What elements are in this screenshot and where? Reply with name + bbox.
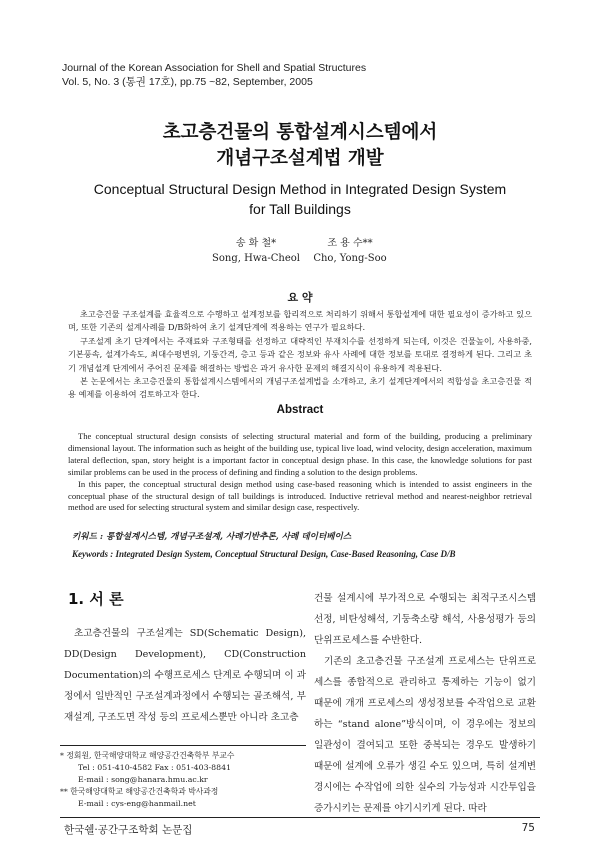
section-1-right-column <box>314 588 536 819</box>
abstract-en <box>68 431 532 514</box>
keywords-en-text: Integrated Design System, Conceptual Structural Design, Case-Based Reasoning, Case D/B <box>115 549 456 559</box>
title-en-line2: for Tall Buildings <box>249 201 351 217</box>
keywords-ko <box>72 529 532 546</box>
section-1-right-paragraph-1: 건물 설계시에 부가적으로 수행되는 최적구조시스템 선정, 비탄성해석, 기둥축소량 해석, 사용성평가 등의 단위프로세스를 수반한다. <box>314 593 536 646</box>
footnote-1-phone: Tel : 051-410-4582 Fax : 051-403-8841 <box>78 763 232 772</box>
abstract-ko <box>68 308 532 402</box>
keywords-ko-text: 통합설계시스템, 개념구조설계, 사례기반추론, 사례 데이터베이스 <box>106 532 352 542</box>
author-2-en: Cho, Yong-Soo <box>313 253 387 264</box>
journal-header <box>62 61 366 89</box>
section-1-heading: 1. 서 론 <box>68 590 124 608</box>
author-1-ko: 송 화 철* <box>235 238 277 249</box>
footer-journal: 한국쉘·공간구조학회 논문집 <box>64 824 193 836</box>
keywords-en <box>72 546 532 563</box>
keywords-ko-label: 키워드 : <box>72 532 104 542</box>
footnotes <box>60 750 306 810</box>
abstract-ko-p3: 본 논문에서는 초고층건물의 통합설계시스템에서의 개념구조설계법을 소개하고, 초기 설계단계에서의 적합성을 초고층건물 적용 예제를 이용하여 검토하고자 한다. <box>68 376 532 400</box>
title-ko-line2: 개념구조설계법 개발 <box>216 148 384 169</box>
footer-rule <box>60 817 540 818</box>
author-2-ko: 조 용 수** <box>327 238 373 249</box>
footnote-divider <box>60 745 306 746</box>
abstract-ko-heading: 요 약 <box>287 291 313 304</box>
page-number: 75 <box>521 822 535 834</box>
section-1-left-paragraph: 초고층건물의 구조설계는 SD(Schematic Design), DD(Design Development), CD(Construction Documentation)의 수행프로세스 단계로 수행되며 이 과정에서 일반적인 구조설계과정에서 수행되는 골조해석, 부재설계, 구조도면 작성 등의 프로세스뿐만 아니라 초고층 <box>64 628 306 723</box>
footnote-1-affiliation: * 정회원, 한국해양대학교 해양공간건축학부 부교수 <box>60 751 235 760</box>
abstract-en-heading: Abstract <box>276 404 324 416</box>
title-en-line1: Conceptual Structural Design Method in Integrated Design System <box>93 181 507 197</box>
author-2 <box>280 236 420 266</box>
title-ko-line1: 초고층건물의 통합설계시스템에서 <box>162 122 438 143</box>
footnote-2-affiliation: ** 한국해양대학교 해양공간건축학과 박사과정 <box>60 787 219 796</box>
journal-volume: Vol. 5, No. 3 (통권 17호), pp.75 ~82, September, 2005 <box>62 76 313 88</box>
keywords-en-label: Keywords : <box>72 549 114 559</box>
abstract-ko-p2: 구조설계 초기 단계에서는 주재료와 구조형태를 선정하고 대략적인 부재치수를 선정하게 되는데, 이것은 건물높이, 사용하중, 기본풍속, 설계가속도, 최대수평변위, 기둥간격, 층고 등과 같은 정보와 유사 사례에 대한 정보를 토대로 결정하게 된다. 그리고 초기 개념설계 단계에서 주어진 문제를 해결하는 방법은 과거 유사한 문제의 해결지식이 유용하게 적용된다. <box>68 335 532 373</box>
footnote-1-email: E-mail : song@hanara.hmu.ac.kr <box>78 775 208 784</box>
footnote-2-email: E-mail : cys-eng@hanmail.net <box>78 799 196 808</box>
journal-name: Journal of the Korean Association for Shell and Spatial Structures <box>62 62 367 74</box>
author-1-en: Song, Hwa-Cheol <box>212 253 300 264</box>
section-1-right-paragraph-2: 기존의 초고층건물 구조설계 프로세스는 단위프로세스를 종합적으로 관리하고 통제하는 기능이 없기 때문에 개개 프로세스의 생성정보를 수작업으로 교환하는 “stand alone”방식이며, 이 경우에는 정보의 일관성이 결여되고 또한 중복되는 경우도 발생하기 때문에 설계에 오류가 생길 수도 있으며, 특히 설계변경시에는 수작업에 의한 실수의 가능성과 시간투입을 증가시키는 문제를 야기시키게 된다. 따라 <box>314 656 536 814</box>
abstract-en-p2: In this paper, the conceptual structural design method using case-based reasoning which is intended to assist engineers in the conceptual phase of the structural design of tall buildings is introduced. Inductive retrieval method and nearest-neighbor retrieval method are used for selecting structural system and similar design case, respectively. <box>68 478 532 513</box>
abstract-ko-p1: 초고층건물 구조설계를 효율적으로 수행하고 설계정보를 합리적으로 처리하기 위해서 통합설계에 대한 필요성이 증가하고 있으며, 또한 기존의 설계사례를 D/B화하여 초기 설계단계에 적용하는 연구가 필요하다. <box>68 309 532 333</box>
abstract-en-p1: The conceptual structural design consists of selecting structural material and form of the building, producing a preliminary dimensional layout. The information such as height of the building use, typical live load, wind velocity, design acceleration, maximum lateral deflection, span, story height is a important factor in conceptual design phase. In this case, the knowledge solutions for past similar problems can be used in the process of defining and finding a solution to the design problems. <box>68 431 532 477</box>
